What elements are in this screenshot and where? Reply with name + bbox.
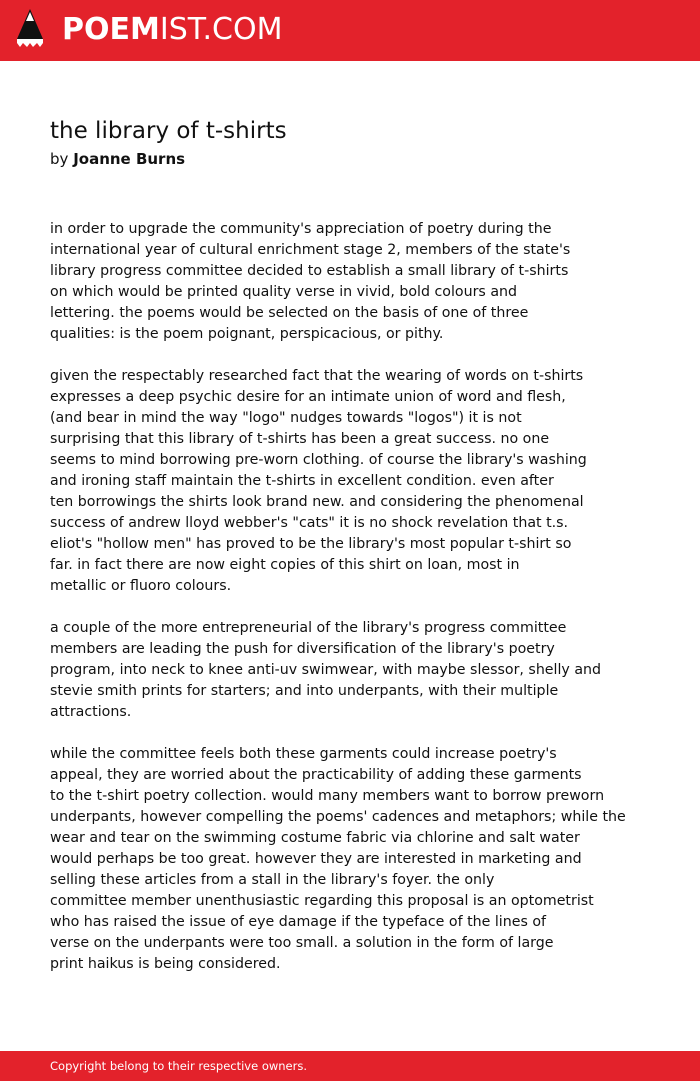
poem-line: committee member unenthusiastic regarding this proposal is an optometrist [50,893,594,909]
poem-line: surprising that this library of t-shirts has been a great success. no one [50,431,550,447]
poem-stanza [50,219,650,345]
poem-line: (and bear in mind the way "logo" nudges towards "logos") it is not [50,410,522,426]
poem-line: underpants, however compelling the poems' cadences and metaphors; while the [50,809,626,825]
poem-line: expresses a deep psychic desire for an intimate union of word and flesh, [50,389,566,405]
poem-line: verse on the underpants were too small. a solution in the form of large [50,935,554,951]
poem-line: metallic or fluoro colours. [50,578,232,594]
poem-stanza [50,744,650,975]
poem-line: international year of cultural enrichment stage 2, members of the state's [50,242,571,258]
poem-body [50,219,650,996]
poem-line: on which would be printed quality verse in vivid, bold colours and [50,284,518,300]
byline-label: by [50,150,69,168]
poem-line: attractions. [50,704,132,720]
poem-line: given the respectably researched fact that the wearing of words on t-shirts [50,368,584,384]
poem-line: print haikus is being considered. [50,956,281,972]
logo-bold-text: POEM [62,12,160,47]
poem-line: qualities: is the poem poignant, perspicacious, or pithy. [50,326,444,342]
poem-line: wear and tear on the swimming costume fabric via chlorine and salt water [50,830,580,846]
poem-line: to the t-shirt poetry collection. would many members want to borrow preworn [50,788,605,804]
pencil-icon[interactable] [17,9,43,51]
poem-line: and ironing staff maintain the t-shirts in excellent condition. even after [50,473,554,489]
poem-line: members are leading the push for diversification of the library's poetry [50,641,555,657]
poem-line: library progress committee decided to establish a small library of t-shirts [50,263,569,279]
poem-line: program, into neck to knee anti-uv swimwear, with maybe slessor, shelly and [50,662,602,678]
poem-line: in order to upgrade the community's appreciation of poetry during the [50,221,552,237]
site-header [0,0,700,61]
site-footer [0,1051,700,1081]
byline [50,148,185,170]
poem-line: would perhaps be too great. however they are interested in marketing and [50,851,582,867]
poem-line: lettering. the poems would be selected on the basis of one of three [50,305,529,321]
poem-line: eliot's "hollow men" has proved to be the library's most popular t-shirt so [50,536,572,552]
site-logo[interactable] [62,11,282,49]
poem-line: a couple of the more entrepreneurial of the library's progress committee [50,620,567,636]
poem-line: success of andrew lloyd webber's "cats" it is no shock revelation that t.s. [50,515,569,531]
poem-line: while the committee feels both these garments could increase poetry's [50,746,557,762]
poem-line: who has raised the issue of eye damage if the typeface of the lines of [50,914,547,930]
poem-line: far. in fact there are now eight copies of this shirt on loan, most in [50,557,520,573]
poem-line: selling these articles from a stall in the library's foyer. the only [50,872,495,888]
copyright-text: Copyright belong to their respective owners. [50,1059,308,1073]
poem-stanza [50,366,650,597]
logo-light-text: IST.COM [159,12,283,47]
poem-line: ten borrowings the shirts look brand new. and considering the phenomenal [50,494,584,510]
poem-stanza [50,618,650,723]
author-name[interactable]: Joanne Burns [73,150,186,168]
poem-line: stevie smith prints for starters; and into underpants, with their multiple [50,683,559,699]
poem-line: appeal, they are worried about the practicability of adding these garments [50,767,582,783]
poem-title: the library of t-shirts [50,118,287,144]
poem-line: seems to mind borrowing pre-worn clothing. of course the library's washing [50,452,587,468]
